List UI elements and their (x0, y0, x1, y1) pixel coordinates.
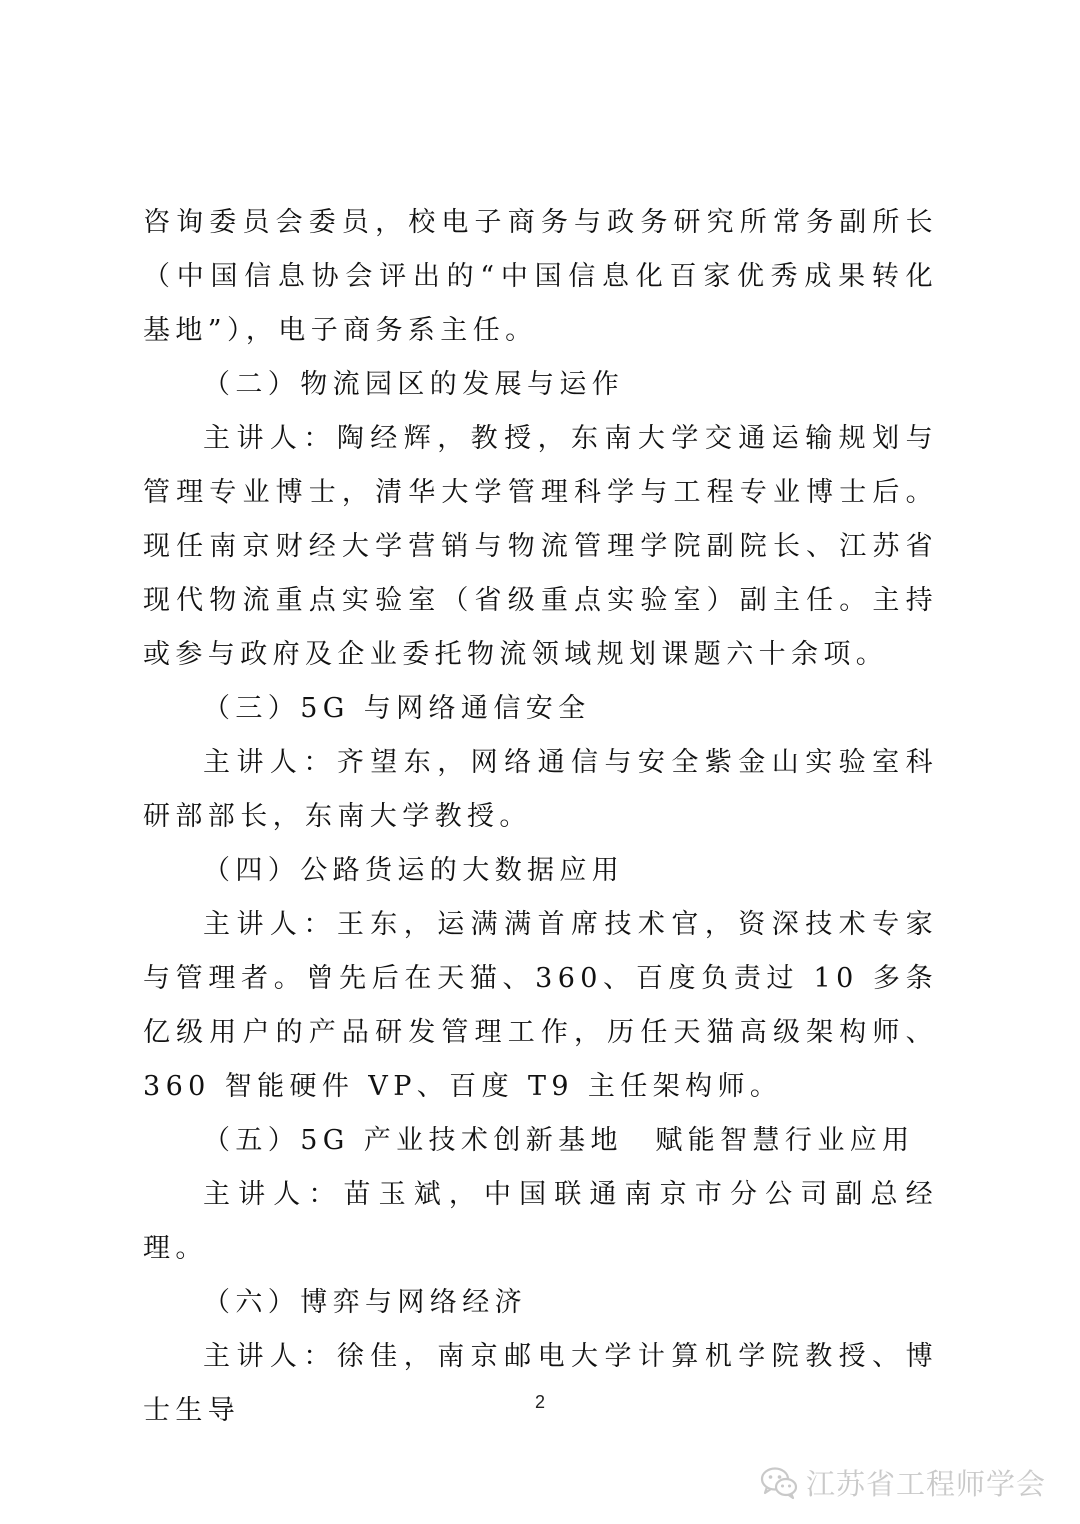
paragraph-speaker-2: 主讲人：陶经辉，教授，东南大学交通运输规划与管理专业博士，清华大学管理科学与工程专业博士后。现任南京财经大学营销与物流管理学院副院长、江苏省现代物流重点实验室（省级重点实验室）副主任。主持或参与政府及企业委托物流领域规划课题六十余项。 (143, 423, 938, 670)
paragraph-1: 咨询委员会委员，校电子商务与政务研究所常务副所长（中国信息协会评出的“中国信息化百家优秀成果转化基地”），电子商务系主任。 (143, 207, 938, 346)
paragraph-speaker-3: 主讲人：齐望东，网络通信与安全紫金山实验室科研部部长，东南大学教授。 (143, 747, 938, 832)
section-heading-4: （四）公路货运的大数据应用 (203, 855, 625, 886)
page-number: 2 (534, 1392, 545, 1412)
section-heading-3: （三）5G 与网络通信安全 (203, 693, 591, 724)
paragraph-speaker-6: 主讲人：徐佳，南京邮电大学计算机学院教授、博士生导 (143, 1341, 938, 1426)
watermark-text: 江苏省工程师学会 (805, 1467, 1046, 1501)
paragraph-speaker-5: 主讲人：苗玉斌，中国联通南京市分公司副总经理。 (143, 1179, 938, 1264)
section-heading-5: （五）5G 产业技术创新基地 赋能智慧行业应用 (203, 1125, 915, 1156)
section-heading-2: （二）物流园区的发展与运作 (203, 369, 625, 400)
wechat-icon (760, 1466, 798, 1500)
paragraph-speaker-4: 主讲人：王东，运满满首席技术官，资深技术专家与管理者。曾先后在天猫、360、百度负责过 10 多条亿级用户的产品研发管理工作，历任天猫高级架构师、360 智能硬件 VP、百度 T9 主任架构师。 (143, 909, 938, 1102)
section-heading-6: （六）博弈与网络经济 (203, 1287, 527, 1318)
page-content (143, 196, 938, 1438)
watermark (760, 1462, 1046, 1503)
